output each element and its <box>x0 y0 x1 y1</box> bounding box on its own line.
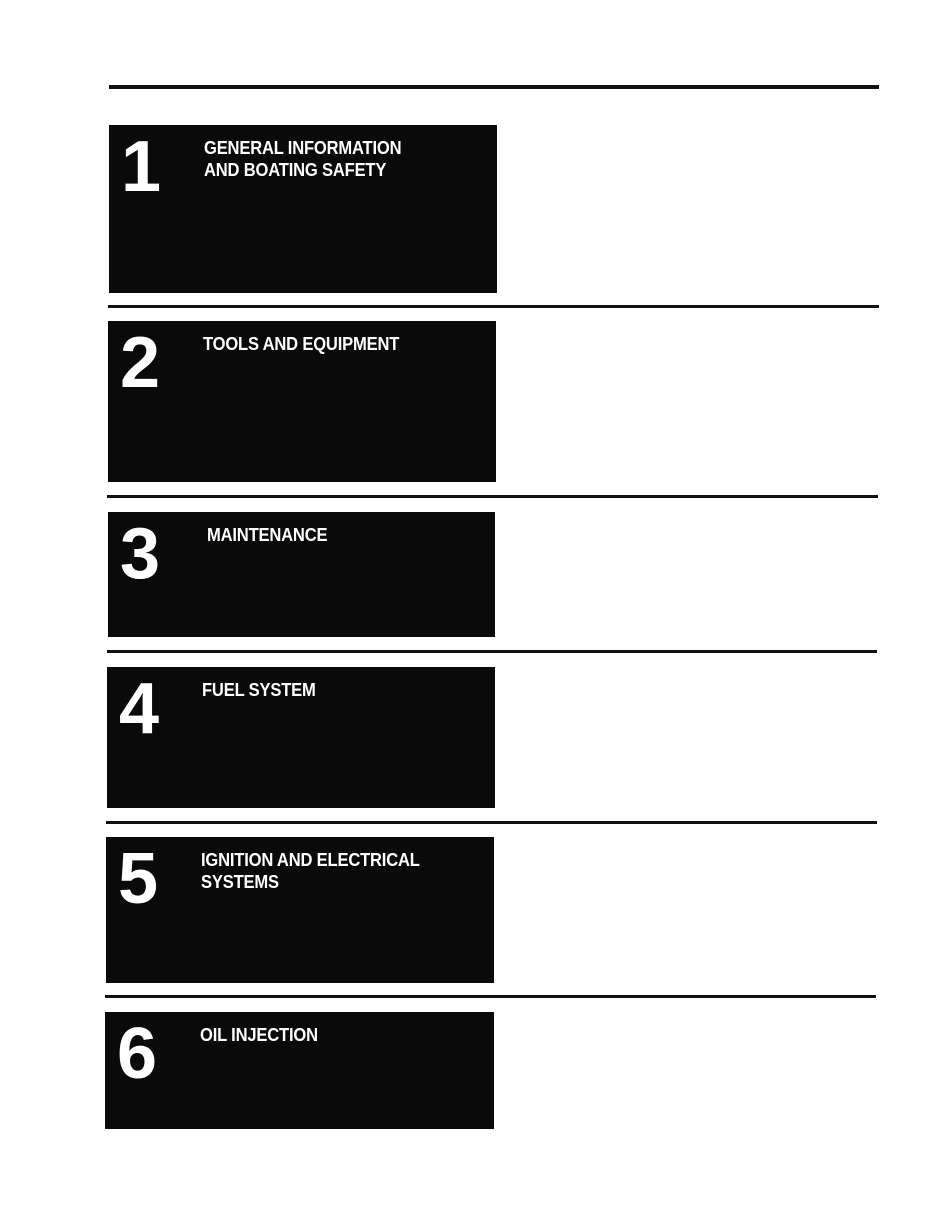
section-divider <box>108 305 879 308</box>
section-tab-1[interactable] <box>109 125 497 293</box>
section-number: 4 <box>119 669 160 749</box>
section-title: MAINTENANCE <box>207 525 328 545</box>
section-divider <box>106 821 877 824</box>
section-number: 3 <box>120 514 161 594</box>
section-title: GENERAL INFORMATION AND BOATING SAFETY <box>204 138 402 180</box>
section-divider <box>105 995 876 998</box>
section-title: TOOLS AND EQUIPMENT <box>203 334 400 354</box>
section-tab-4[interactable] <box>107 667 495 808</box>
section-tab-2[interactable] <box>108 321 496 482</box>
section-title: OIL INJECTION <box>200 1025 318 1045</box>
section-number: 1 <box>121 127 162 207</box>
section-number: 2 <box>120 323 161 403</box>
section-tab-5[interactable] <box>106 837 494 983</box>
section-divider <box>107 495 878 498</box>
section-number: 5 <box>118 839 159 919</box>
section-tab-3[interactable] <box>108 512 495 637</box>
top-rule <box>109 85 879 89</box>
section-title: FUEL SYSTEM <box>202 680 316 700</box>
section-number: 6 <box>117 1014 158 1094</box>
section-tab-6[interactable] <box>105 1012 494 1129</box>
section-divider <box>107 650 877 653</box>
section-title: IGNITION AND ELECTRICAL SYSTEMS <box>201 850 420 892</box>
